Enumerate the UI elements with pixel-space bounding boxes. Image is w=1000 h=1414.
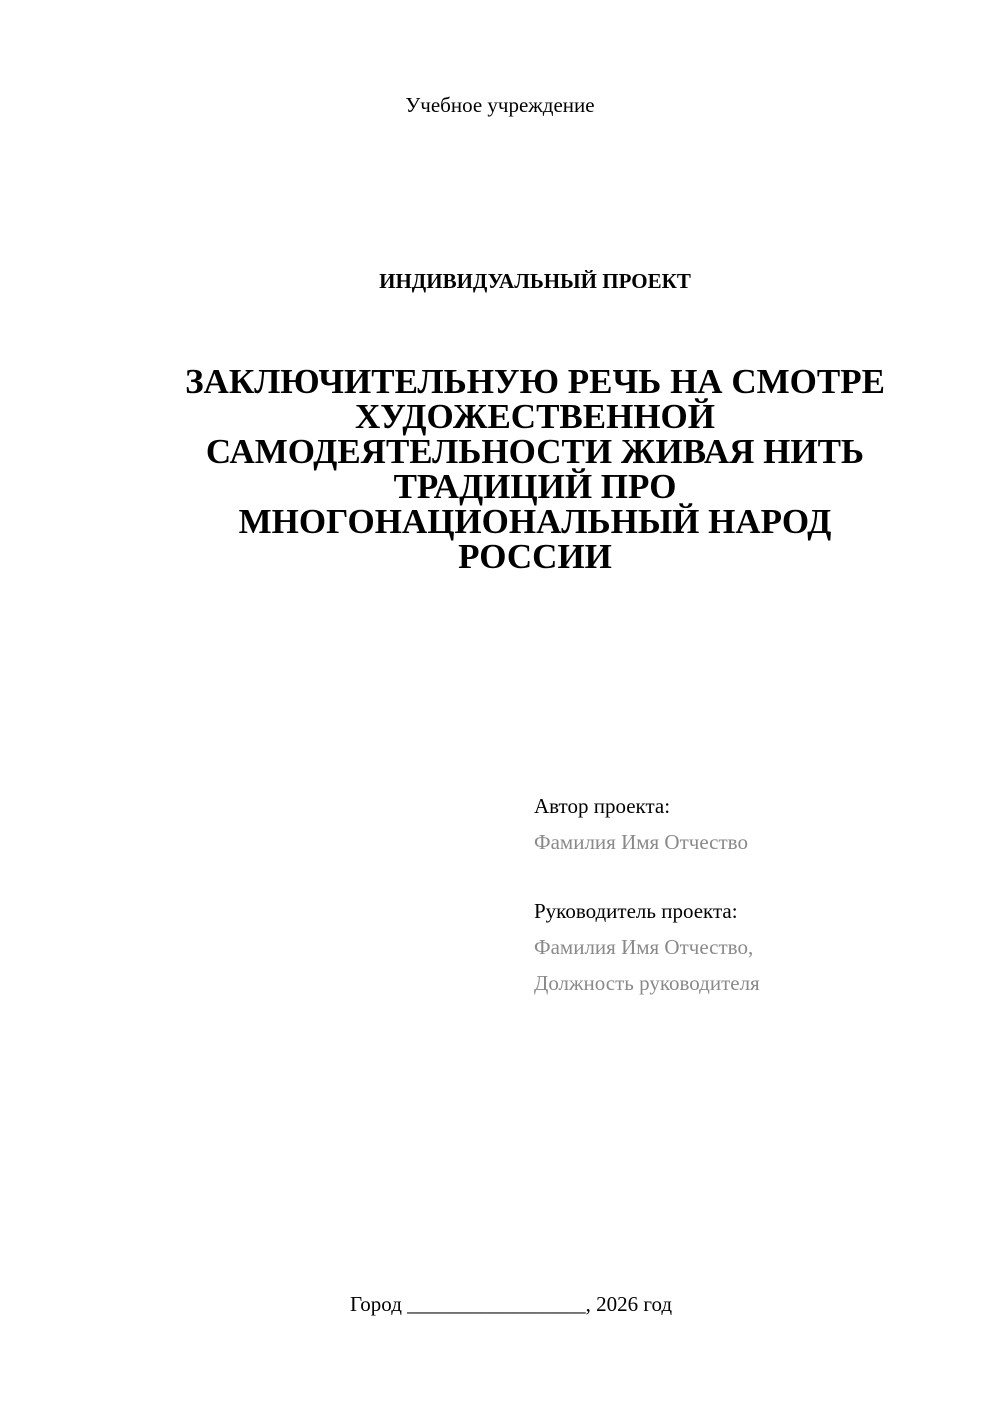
title-line: САМОДЕЯТЕЛЬНОСТИ ЖИВАЯ НИТЬ [205, 432, 865, 471]
title-line: ХУДОЖЕСТВЕННОЙ [354, 397, 715, 436]
author-name: Фамилия Имя Отчество [534, 830, 748, 854]
title-line: ЗАКЛЮЧИТЕЛЬНУЮ РЕЧЬ НА СМОТРЕ [185, 362, 885, 401]
supervisor-name: Фамилия Имя Отчество, [534, 935, 754, 959]
author-block [534, 788, 748, 860]
city-year-line: Город _________________, 2026 год [350, 1292, 673, 1316]
supervisor-position: Должность руководителя [534, 971, 760, 995]
title-line: ТРАДИЦИЙ ПРО [393, 467, 677, 506]
project-type-heading: ИНДИВИДУАЛЬНЫЙ ПРОЕКТ [379, 269, 691, 293]
supervisor-label: Руководитель проекта: [534, 899, 738, 923]
author-label: Автор проекта: [534, 794, 671, 818]
title-line: РОССИИ [458, 537, 612, 576]
institution-name: Учебное учреждение [405, 93, 595, 117]
title-line: МНОГОНАЦИОНАЛЬНЫЙ НАРОД [238, 502, 832, 541]
project-title [130, 364, 940, 574]
supervisor-block [534, 893, 760, 1001]
